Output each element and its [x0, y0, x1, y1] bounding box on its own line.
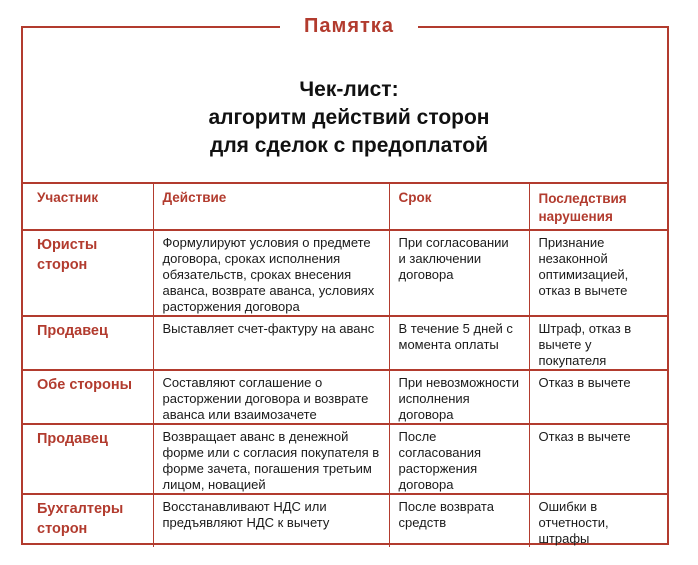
- term-cell: После возврата средств: [389, 494, 529, 547]
- table-row: [23, 494, 667, 547]
- participant-cell: Бухгалтеры сторон: [23, 494, 153, 547]
- header-participant: Участник: [23, 183, 153, 230]
- participant-cell: Продавец: [23, 316, 153, 370]
- table-row: [23, 370, 667, 424]
- participant-cell: Юристы сторон: [23, 230, 153, 316]
- action-cell: Восстанавливают НДС или предъявляют НДС к вычету: [153, 494, 389, 547]
- consequence-cell: Штраф, отказ в вычете у покупателя: [529, 316, 667, 370]
- header-action: Действие: [153, 183, 389, 230]
- action-cell: Возвращает аванс в денежной форме или с согласия покупателя в форме зачета, погашения третьим лицом, новацией: [153, 424, 389, 494]
- consequence-cell: Отказ в вычете: [529, 370, 667, 424]
- term-cell: При согласовании и заключении договора: [389, 230, 529, 316]
- participant-cell: Обе стороны: [23, 370, 153, 424]
- title-line-1: Чек-лист:: [299, 78, 399, 101]
- term-cell: В течение 5 дней с момента оплаты: [389, 316, 529, 370]
- page-title: [21, 76, 677, 160]
- consequence-cell: Ошибки в отчетности, штрафы: [529, 494, 667, 547]
- header-term: Срок: [389, 183, 529, 230]
- title-line-2: алгоритм действий сторон: [208, 106, 490, 129]
- action-cell: Формулируют условия о предмете договора, сроках исполнения обязательств, сроках внесения аванса, возврате аванса, условиях расторжения договора: [153, 230, 389, 316]
- title-line-3: для сделок с предоплатой: [210, 134, 488, 157]
- header-consequence: Последствия нарушения: [529, 183, 667, 230]
- term-cell: После согласования расторжения договора: [389, 424, 529, 494]
- table-row: [23, 424, 667, 494]
- memo-badge: Памятка: [280, 12, 418, 40]
- participant-cell: Продавец: [23, 424, 153, 494]
- term-cell: При невозможности исполнения договора: [389, 370, 529, 424]
- table-row: [23, 230, 667, 316]
- action-cell: Составляют соглашение о расторжении договора и возврате аванса или взаимозачете: [153, 370, 389, 424]
- action-cell: Выставляет счет-фактуру на аванс: [153, 316, 389, 370]
- consequence-cell: Отказ в вычете: [529, 424, 667, 494]
- table-row: [23, 316, 667, 370]
- checklist-table: [23, 182, 667, 547]
- consequence-cell: Признание незаконной оптимизацией, отказ в вычете: [529, 230, 667, 316]
- table-header-row: [23, 183, 667, 230]
